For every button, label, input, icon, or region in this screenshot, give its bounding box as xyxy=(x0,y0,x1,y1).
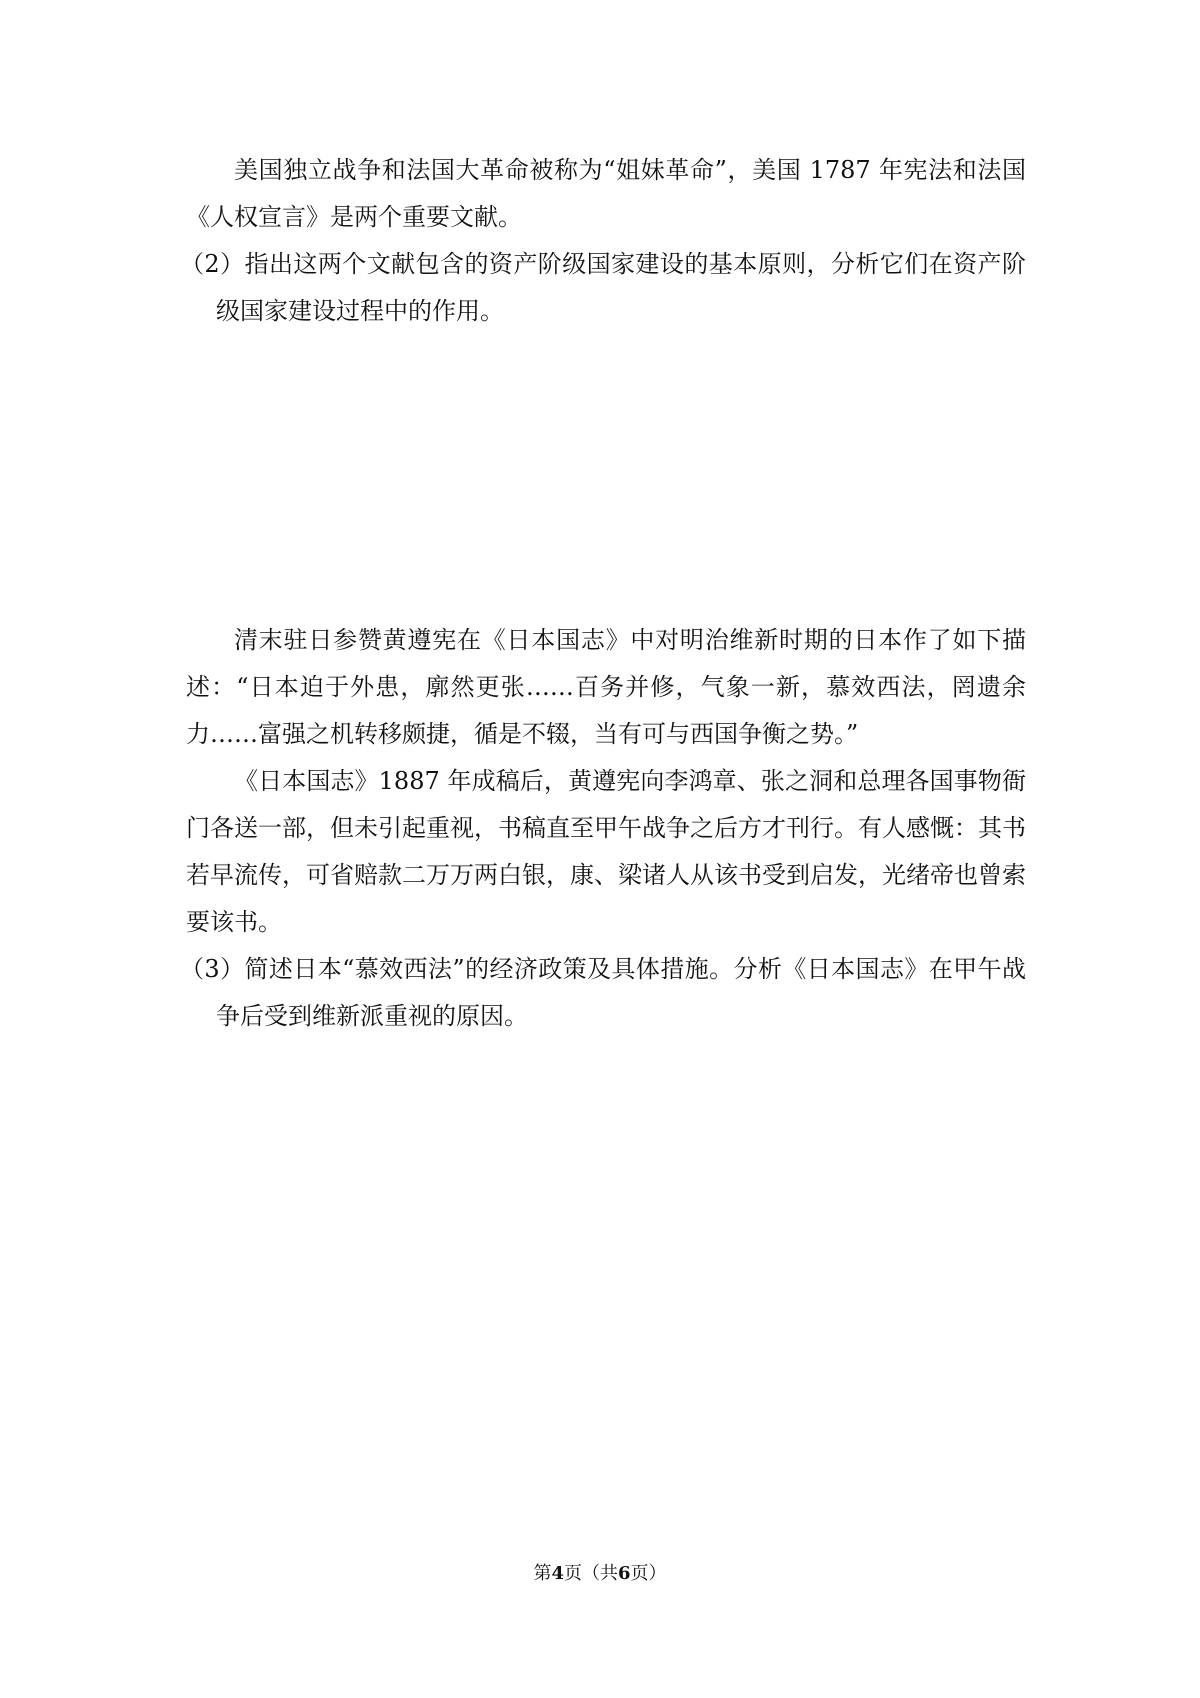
section2-para2: 《日本国志》1887 年成稿后，黄遵宪向李鸿章、张之洞和总理各国事物衙门各送一部，但未引起重视，书稿直至甲午战争之后方才刊行。有人感慨：其书若早流传，可省赔款二万万两白银，康、梁诸人从该书受到启发，光绪帝也曾索要该书。 xyxy=(186,767,1026,936)
question-2: （2）指出这两个文献包含的资产阶级国家建设的基本原则，分析它们在资产阶级国家建设过程中的作用。 xyxy=(180,250,1026,325)
footer-prefix: 第 xyxy=(533,1563,552,1584)
footer-middle: 页（共 xyxy=(564,1563,618,1584)
page-footer xyxy=(0,1562,1200,1586)
section2-para1: 清末驻日参赞黄遵宪在《日本国志》中对明治维新时期的日本作了如下描述：“日本迫于外患，廓然更张……百务并修，气象一新，慕效西法，罔遗余力……富强之机转移颇捷，循是不辍，当有可与西国争衡之势。” xyxy=(186,626,1026,748)
footer-page-number: 4 xyxy=(551,1563,564,1584)
question-3: （3）简述日本“慕效西法”的经济政策及具体措施。分析《日本国志》在甲午战争后受到维新派重视的原因。 xyxy=(180,955,1026,1030)
footer-suffix: 页） xyxy=(630,1563,667,1584)
footer-total-pages: 6 xyxy=(618,1563,631,1584)
section1-intro: 美国独立战争和法国大革命被称为“姐妹革命”，美国 1787 年宪法和法国《人权宣言》是两个重要文献。 xyxy=(186,156,1026,231)
